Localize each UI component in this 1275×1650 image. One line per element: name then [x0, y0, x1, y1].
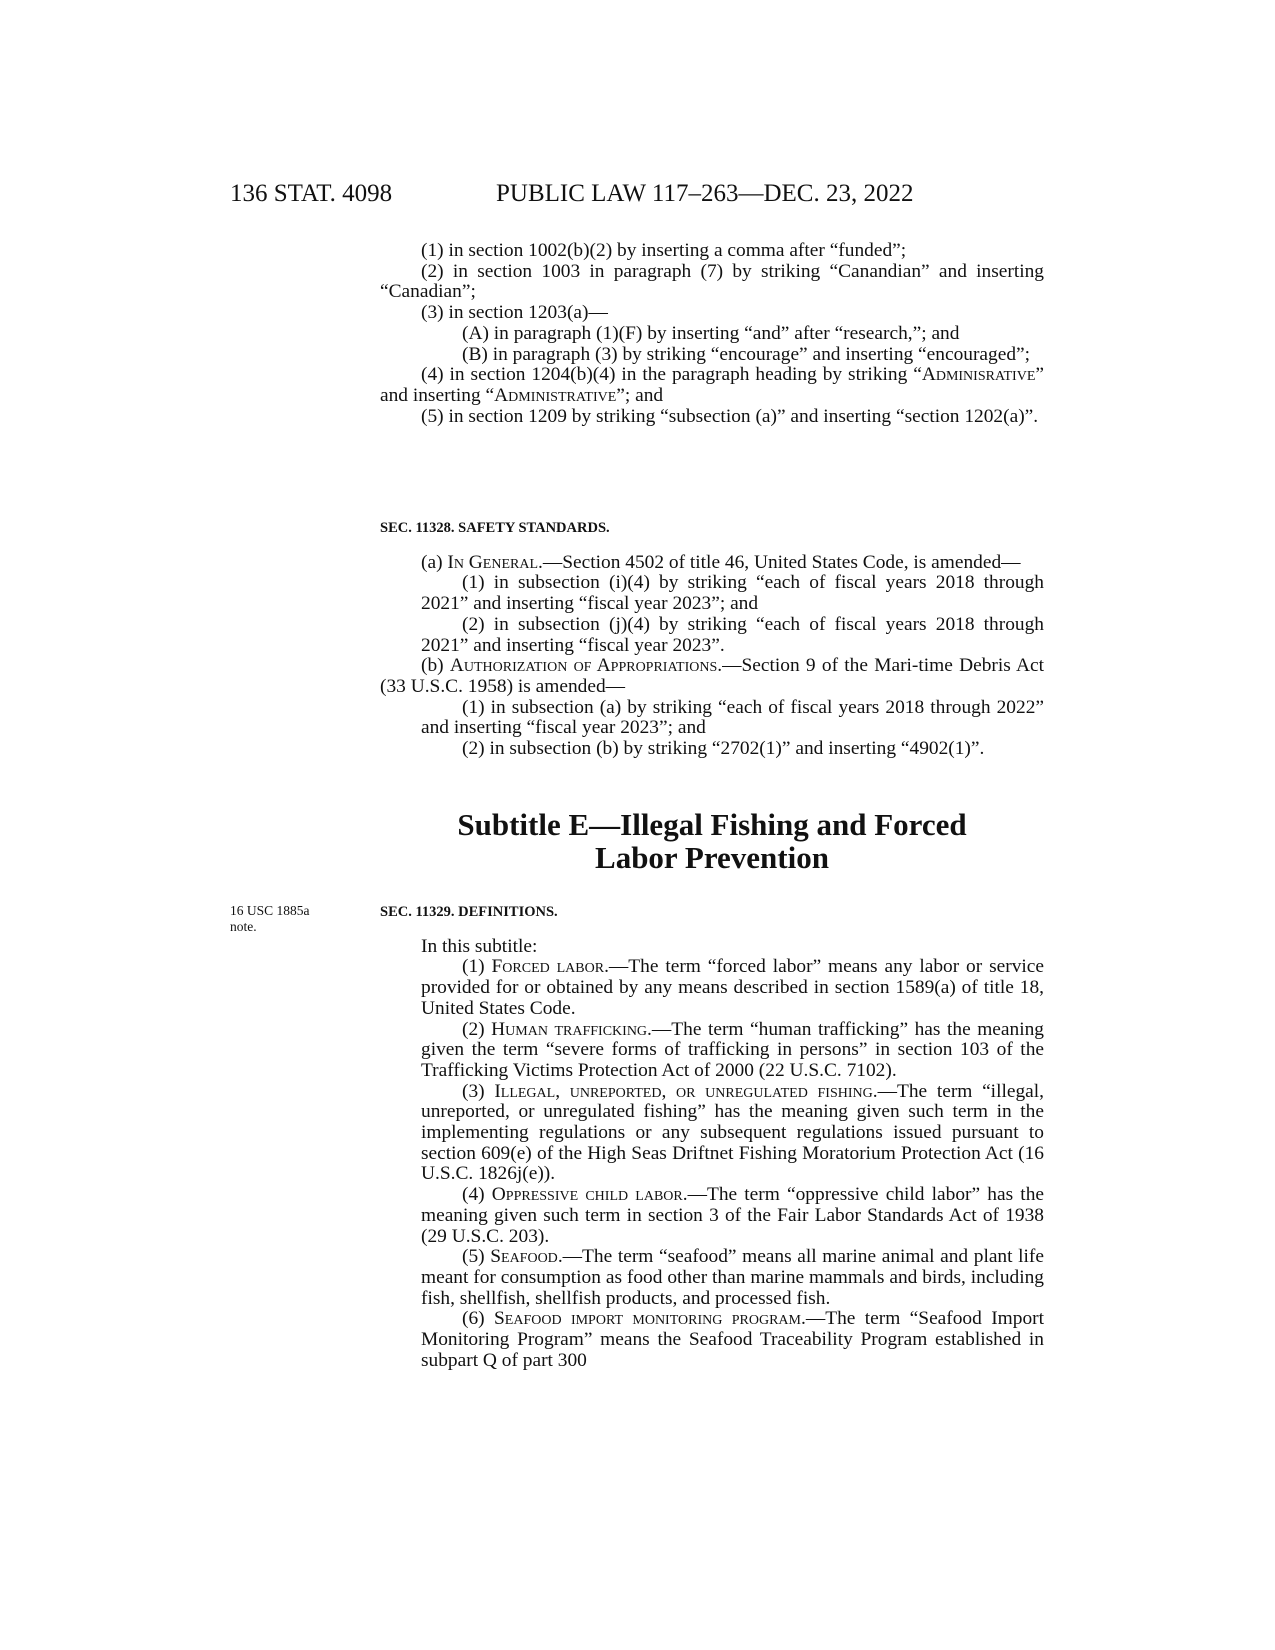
subsection-a-text: .—Section 4502 of title 46, United States Code, is amended—	[538, 551, 1021, 573]
section-11329	[380, 902, 1044, 1371]
definition-5-text: .—The term “seafood” means all marine animal and plant life meant for consumption as food other than marine mammals and birds, including fish, shellfish, shellfish products, and processed fish.	[421, 1246, 1044, 1309]
amendment-item-5: (5) in section 1209 by striking “subsection (a)” and inserting “section 1202(a)”.	[421, 405, 1039, 427]
definition-3	[380, 1082, 1044, 1186]
definition-3-number: (3)	[462, 1080, 495, 1102]
section-heading: SEC. 11328. SAFETY STANDARDS.	[380, 520, 610, 536]
subsection-a-heading: In General	[447, 551, 539, 573]
subsection-b-number: (b)	[421, 655, 450, 677]
amendment-item-3a: (A) in paragraph (1)(F) by inserting “and” after “research,”; and	[462, 322, 960, 344]
definition-6-number: (6)	[462, 1308, 494, 1330]
definition-1	[380, 957, 1044, 1019]
subtitle-heading	[380, 808, 1044, 874]
spacer	[380, 923, 1044, 937]
amendment-item-4-text-post: ”; and	[616, 384, 664, 406]
subsection-b-heading: Authorization of Appropriations	[449, 655, 718, 677]
definition-6	[380, 1309, 1044, 1371]
definition-3-term: Illegal, unreported, or unregulated fishing	[494, 1080, 873, 1102]
amendment-item-4-text-mid: ” and inserting “	[380, 364, 1044, 406]
amendment-item-3b: (B) in paragraph (3) by striking “encourage” and inserting “encouraged”;	[462, 343, 1031, 365]
subsection-a	[380, 553, 1044, 574]
amendment-item-3: (3) in section 1203(a)—	[421, 302, 608, 324]
margin-note-line-1: 16 USC 1885a	[230, 903, 310, 918]
subsection-b-text: .—Section 9 of the Mari-time Debris Act (33 U.S.C. 1958) is amended—	[380, 655, 1044, 697]
subsection-b	[380, 656, 1044, 697]
definition-6-text: .—The term “Seafood Import Monitoring Program” means the Seafood Traceability Program established in subpart Q of part 300	[421, 1308, 1044, 1371]
definition-4	[380, 1185, 1044, 1247]
definitions-intro: In this subtitle:	[421, 935, 538, 957]
paragraph-b1: (1) in subsection (a) by striking “each of fiscal years 2018 through 2022” and inserting “fiscal year 2023”; and	[421, 696, 1044, 739]
definition-1-number: (1)	[462, 956, 492, 978]
definition-1-text: .—The term “forced labor” means any labor or service provided for or obtained by any means described in section 1589(a) of title 18, United States Code.	[421, 956, 1044, 1019]
section-11328	[380, 518, 1044, 760]
amendment-item-1: (1) in section 1002(b)(2) by inserting a comma after “funded”;	[421, 240, 907, 261]
subtitle-line-2: Labor Prevention	[595, 840, 829, 875]
definition-1-term: Forced labor	[491, 956, 605, 978]
definition-2-text: .—The term “human trafficking” has the meaning given the term “severe forms of trafficking in persons” in section 103 of the Trafficking Victims Protection Act of 2000 (22 U.S.C. 7102).	[421, 1018, 1044, 1081]
definition-2	[380, 1020, 1044, 1082]
definition-2-term: Human trafficking	[491, 1018, 648, 1040]
definition-5-number: (5)	[462, 1246, 491, 1268]
amendment-item-4-struck-word: Adminisrative	[921, 364, 1036, 386]
definition-5-term: Seafood	[490, 1246, 558, 1268]
amendments-list	[380, 241, 1044, 427]
amendment-item-4	[380, 365, 1044, 406]
paragraph-a2: (2) in subsection (j)(4) by striking “each of fiscal years 2018 through 2021” and inserting “fiscal year 2023”.	[421, 613, 1044, 656]
definition-4-text: .—The term “oppressive child labor” has the meaning given such term in section 3 of the Fair Labor Standards Act of 1938 (29 U.S.C. 203).	[421, 1184, 1044, 1247]
definition-5	[380, 1247, 1044, 1309]
paragraph-b2: (2) in subsection (b) by striking “2702(1)” and inserting “4902(1)”.	[462, 738, 985, 760]
amendment-item-4-text-pre: (4) in section 1204(b)(4) in the paragraph heading by striking “	[421, 364, 922, 386]
definition-2-number: (2)	[462, 1018, 492, 1040]
paragraph-a1: (1) in subsection (i)(4) by striking “each of fiscal years 2018 through 2021” and inserting “fiscal year 2023”; and	[421, 572, 1044, 615]
margin-note-line-2: note.	[230, 919, 257, 934]
section-heading: SEC. 11329. DEFINITIONS.	[380, 904, 558, 920]
stat-page-reference: 136 STAT. 4098	[230, 180, 393, 207]
subsection-a-number: (a)	[421, 551, 448, 573]
subtitle-line-1: Subtitle E—Illegal Fishing and Forced	[457, 807, 967, 842]
definition-3-text: .—The term “illegal, unreported, or unregulated fishing” has the meaning given such term in the implementing regulations or any subsequent regulations issued pursuant to section 609(e) of the High Seas Driftnet Fishing Moratorium Protection Act (16 U.S.C. 1826j(e)).	[421, 1080, 1044, 1185]
definition-4-number: (4)	[462, 1184, 492, 1206]
margin-citation-note	[230, 903, 350, 935]
running-header-title: PUBLIC LAW 117–263—DEC. 23, 2022	[496, 180, 914, 207]
spacer	[380, 539, 1044, 553]
definition-6-term: Seafood import monitoring program	[494, 1308, 801, 1330]
amendment-item-2: (2) in section 1003 in paragraph (7) by striking “Canandian” and inserting “Canadian”;	[380, 260, 1044, 303]
amendment-item-4-inserted-word: Administrative	[494, 384, 617, 406]
definition-4-term: Oppressive child labor	[491, 1184, 683, 1206]
